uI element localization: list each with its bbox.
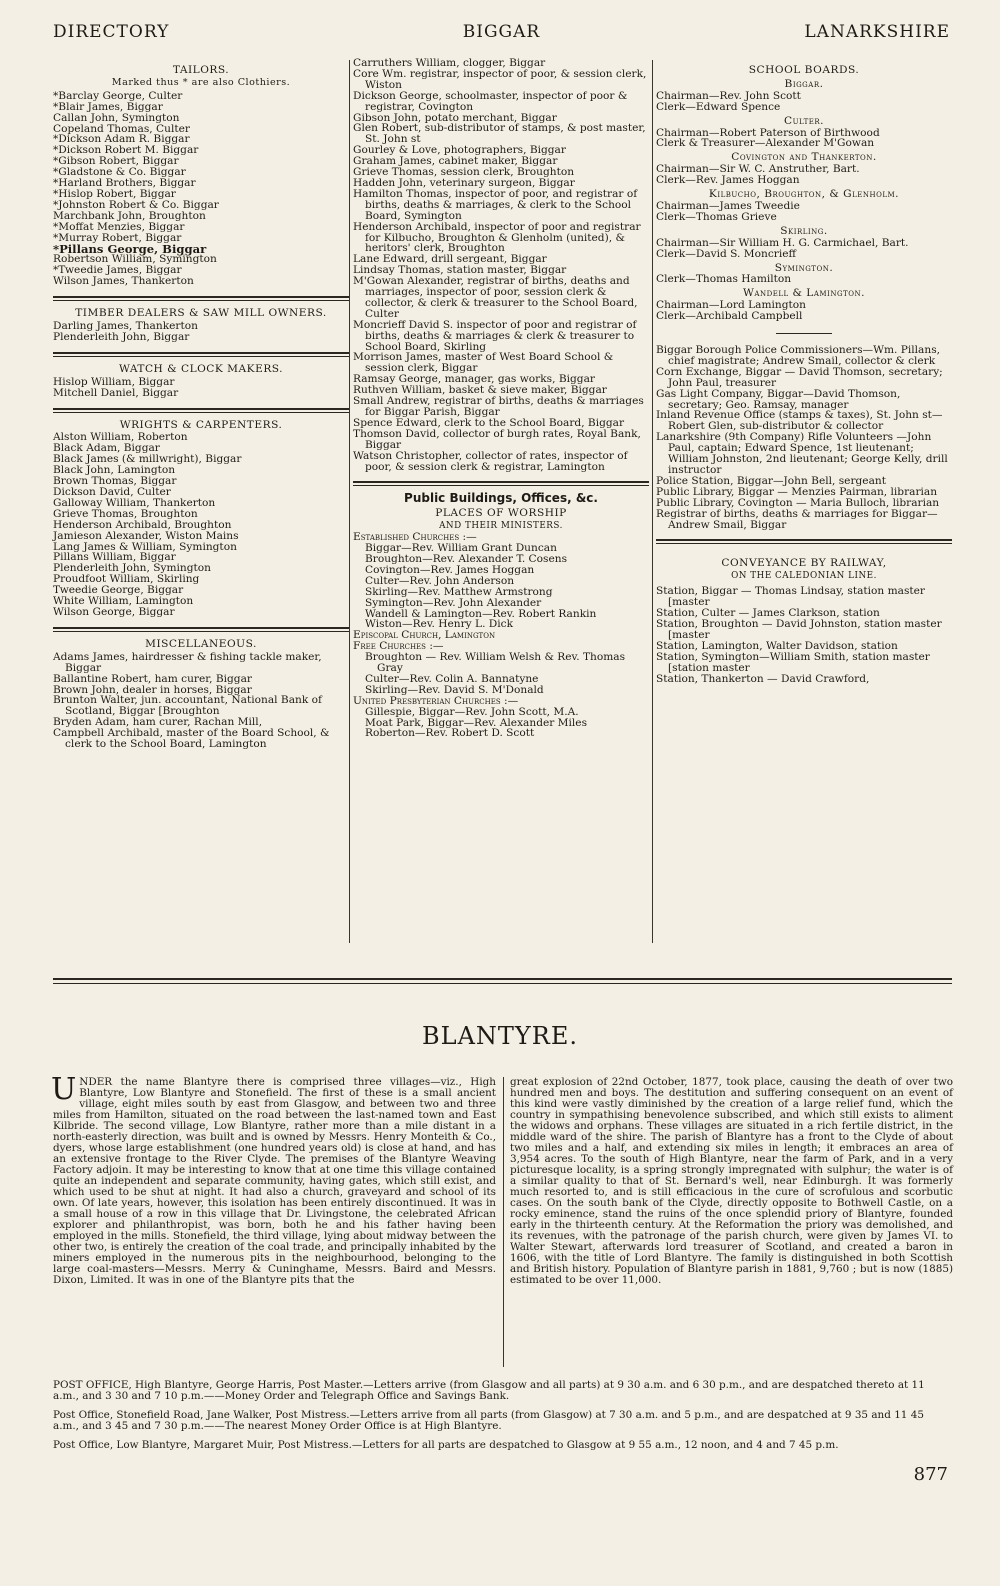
public-buildings-heading: Public Buildings, Offices, &c. bbox=[404, 491, 598, 506]
section-heading-tailors: TAILORS. bbox=[172, 64, 230, 76]
section-rule bbox=[53, 408, 349, 413]
board-officer: Chairman—James Tweedie bbox=[656, 199, 800, 212]
board-officer: Clerk—Thomas Grieve bbox=[656, 210, 777, 223]
directory-entry: Gas Light Company, Biggar—David Thomson, secretary; Geo. Ramsay, manager bbox=[656, 387, 901, 411]
directory-entry: Ruthven William, basket & sieve maker, Biggar bbox=[353, 384, 607, 397]
section-heading-wrights: WRIGHTS & CARPENTERS. bbox=[119, 418, 283, 431]
directory-entry: Hadden John, veterinary surgeon, Biggar bbox=[353, 176, 575, 189]
directory-entry: Station, Broughton — David Johnston, station master [master bbox=[656, 617, 942, 641]
board-officer: Chairman—Lord Lamington bbox=[656, 299, 806, 312]
directory-entry: Ballantine Robert, ham curer, Biggar bbox=[53, 672, 252, 685]
directory-entry: Station, Symington—William Smith, station master [station master bbox=[656, 650, 930, 674]
church-entry: Culter—Rev. John Anderson bbox=[365, 574, 515, 587]
directory-entry: Brown John, dealer in horses, Biggar bbox=[53, 683, 252, 696]
directory-entry: Station, Lamington, Walter Davidson, station bbox=[656, 639, 898, 652]
directory-entry: *Harland Brothers, Biggar bbox=[53, 177, 196, 190]
board-place: Symington. bbox=[774, 261, 834, 274]
section-rule bbox=[53, 352, 349, 357]
directory-entry: Station, Thankerton — David Crawford, bbox=[656, 672, 870, 685]
blantyre-paragraph-1 bbox=[51, 1072, 496, 1286]
blantyre-title: BLANTYRE. bbox=[422, 1022, 578, 1050]
directory-entry: Plenderleith John, Symington bbox=[53, 562, 211, 575]
directory-entry: Spence Edward, clerk to the School Board, Biggar bbox=[353, 416, 625, 429]
section-heading-timber: TIMBER DEALERS & SAW MILL OWNERS. bbox=[75, 307, 327, 320]
directory-entry: Proudfoot William, Skirling bbox=[53, 573, 200, 586]
wrights-list bbox=[53, 432, 349, 617]
post-office-high-blantyre: POST OFFICE, High Blantyre, George Harris, Post Master.—Letters arrive (from Glasgow and all parts) at 9 30 a.m. and 6 30 p.m., and are despatched thereto at 11 a.m., and 3 30 and 7 10 p.m.——Money Order and Telegraph Office and Savings Bank. bbox=[53, 1379, 925, 1402]
directory-entry: Graham James, cabinet maker, Biggar bbox=[353, 155, 558, 168]
directory-entry: Lindsay Thomas, station master, Biggar bbox=[353, 264, 567, 277]
denomination-heading: Episcopal Church, Lamington bbox=[353, 629, 496, 642]
directory-entry: Jamieson Alexander, Wiston Mains bbox=[53, 529, 239, 542]
header-center: BIGGAR bbox=[462, 22, 541, 42]
directory-entry: Copeland Thomas, Culter bbox=[53, 122, 190, 135]
directory-entry: Public Library, Biggar — Menzies Pairman, librarian bbox=[656, 485, 938, 498]
board-officer: Chairman—Sir W. C. Anstruther, Bart. bbox=[656, 163, 860, 176]
church-entry: Gillespie, Biggar—Rev. John Scott, M.A. bbox=[365, 705, 579, 718]
directory-entry: Grieve Thomas, session clerk, Broughton bbox=[353, 166, 575, 179]
church-entry: Culter—Rev. Colin A. Bannatyne bbox=[365, 672, 539, 685]
timber-list bbox=[53, 321, 349, 343]
section-rule bbox=[53, 296, 349, 301]
column-divider bbox=[349, 60, 350, 943]
directory-entry: *Gibson Robert, Biggar bbox=[53, 155, 179, 168]
board-officer: Clerk—Archibald Campbell bbox=[656, 310, 803, 323]
section-heading-watch: WATCH & CLOCK MAKERS. bbox=[118, 362, 284, 375]
directory-entry: Police Station, Biggar—John Bell, sergeant bbox=[656, 474, 886, 487]
short-rule bbox=[776, 333, 832, 334]
directory-entry: Robertson William, Symington bbox=[53, 253, 217, 266]
header-right: LANARKSHIRE bbox=[804, 22, 950, 42]
section-heading-misc: MISCELLANEOUS. bbox=[145, 637, 257, 650]
directory-entry: Marchbank John, Broughton bbox=[53, 209, 206, 222]
church-entry: Symington—Rev. John Alexander bbox=[365, 596, 542, 609]
board-officer: Clerk—David S. Moncrieff bbox=[656, 247, 797, 260]
directory-entry: Mitchell Daniel, Biggar bbox=[53, 386, 179, 399]
directory-entry: Station, Culter — James Clarkson, station bbox=[656, 607, 880, 620]
directory-entry: *Barclay George, Culter bbox=[53, 89, 183, 102]
directory-entry: Callan John, Symington bbox=[53, 111, 180, 124]
offices-list bbox=[656, 345, 952, 530]
directory-entry: Gourley & Love, photographers, Biggar bbox=[353, 144, 566, 157]
directory-entry: Lang James & William, Symington bbox=[53, 540, 237, 553]
section-rule bbox=[656, 539, 952, 544]
directory-entry: Lane Edward, drill sergeant, Biggar bbox=[353, 253, 547, 266]
board-place: Culter. bbox=[784, 114, 824, 127]
board-place: Skirling. bbox=[780, 224, 828, 237]
worship-subheading: AND THEIR MINISTERS. bbox=[439, 521, 563, 532]
church-entry: Roberton—Rev. Robert D. Scott bbox=[365, 727, 535, 740]
directory-entry: Station, Biggar — Thomas Lindsay, station master [master bbox=[656, 585, 925, 609]
board-officer: Clerk—Edward Spence bbox=[656, 100, 781, 113]
directory-entry: Morrison James, master of West Board School & session clerk, Biggar bbox=[353, 351, 614, 375]
church-entry: Wandell & Lamington—Rev. Robert Rankin bbox=[365, 607, 597, 620]
directory-entry: Glen Robert, sub-distributor of stamps, & post master, St. John st bbox=[353, 122, 646, 146]
page-rule bbox=[53, 983, 952, 984]
board-officer: Clerk—Rev. James Hoggan bbox=[656, 174, 800, 187]
directory-entry: M'Gowan Alexander, registrar of births, deaths and marriages, inspector of poor, session clerk & collector, & clerk & treasurer to the School Board, Culter bbox=[353, 275, 638, 320]
railway-subheading: ON THE CALEDONIAN LINE. bbox=[731, 571, 877, 582]
directory-entry: *Blair James, Biggar bbox=[53, 100, 163, 113]
directory-entry: *Dickson Robert M. Biggar bbox=[53, 144, 199, 157]
directory-entry: *Hislop Robert, Biggar bbox=[53, 187, 176, 200]
worship-heading: PLACES OF WORSHIP bbox=[435, 507, 567, 520]
directory-entry: *Pillans George, Biggar bbox=[53, 241, 207, 256]
church-entry: Moat Park, Biggar—Rev. Alexander Miles bbox=[365, 716, 588, 729]
directory-entry: Tweedie George, Biggar bbox=[53, 584, 184, 597]
board-officer: Clerk & Treasurer—Alexander M'Gowan bbox=[656, 137, 875, 150]
directory-entry: Adams James, hairdresser & fishing tackle maker, Biggar bbox=[53, 650, 322, 674]
directory-entry: Grieve Thomas, Broughton bbox=[53, 507, 198, 520]
worship-list bbox=[353, 532, 649, 739]
railway-heading: CONVEYANCE BY RAILWAY, bbox=[721, 557, 887, 570]
directory-entry: Brown Thomas, Biggar bbox=[53, 475, 177, 488]
directory-entry: Galloway William, Thankerton bbox=[53, 496, 216, 509]
directory-entry: Black James (& millwright), Biggar bbox=[53, 453, 242, 466]
directory-entry: *Johnston Robert & Co. Biggar bbox=[53, 198, 219, 211]
directory-entry: Dickson David, Culter bbox=[53, 486, 171, 498]
board-officer: Chairman—Rev. John Scott bbox=[656, 89, 801, 102]
directory-entry: *Moffat Menzies, Biggar bbox=[53, 220, 185, 233]
directory-entry: *Dickson Adam R. Biggar bbox=[53, 133, 190, 146]
board-officer: Clerk—Thomas Hamilton bbox=[656, 273, 792, 286]
drop-cap: U bbox=[51, 1072, 77, 1107]
board-officer: Chairman—Robert Paterson of Birthwood bbox=[656, 126, 880, 139]
church-entry: Covington—Rev. James Hoggan bbox=[365, 563, 535, 576]
directory-entry: Core Wm. registrar, inspector of poor, & session clerk, Wiston bbox=[353, 67, 647, 91]
section-rule bbox=[53, 627, 349, 632]
church-entry: Skirling—Rev. David S. M'Donald bbox=[365, 683, 544, 696]
directory-entry: Pillans William, Biggar bbox=[53, 551, 176, 564]
tailors-list bbox=[53, 91, 349, 287]
directory-entry: Thomson David, collector of burgh rates, Royal Bank, Biggar bbox=[353, 427, 641, 451]
directory-entry: Black John, Lamington bbox=[53, 464, 176, 477]
watch-list bbox=[53, 377, 349, 399]
church-entry: Skirling—Rev. Matthew Armstrong bbox=[365, 585, 553, 598]
directory-entry: *Gladstone & Co. Biggar bbox=[53, 166, 186, 179]
directory-entry: Wilson James, Thankerton bbox=[53, 275, 194, 288]
directory-entry: White William, Lamington bbox=[53, 595, 194, 608]
denomination-heading: Established Churches :— bbox=[353, 531, 477, 544]
column-divider bbox=[652, 60, 653, 943]
page-number: 877 bbox=[913, 1464, 948, 1485]
directory-entry: Alston William, Roberton bbox=[53, 431, 188, 444]
directory-entry: Bryden Adam, ham curer, Rachan Mill, bbox=[53, 716, 263, 729]
directory-entry: Lanarkshire (9th Company) Rifle Volunteers —John Paul, captain; Edward Spence, 1st lieutenant; William Johnston, 2nd lieutenant; George Kelly, drill instructor bbox=[656, 431, 948, 476]
post-office-stonefield: Post Office, Stonefield Road, Jane Walker, Post Mistress.—Letters arrive from all parts (from Glasgow) at 7 30 a.m. and 5 p.m., and are despatched at 9 35 and 11 45 a.m., and 3 45 and 7 30 p.m.——The nearest Money Order Office is at High Blantyre. bbox=[53, 1409, 924, 1432]
directory-entry: Dickson George, schoolmaster, inspector of poor & registrar, Covington bbox=[353, 89, 628, 113]
page-rule bbox=[53, 978, 952, 980]
directory-entry: Small Andrew, registrar of births, deaths & marriages for Biggar Parish, Biggar bbox=[353, 395, 644, 418]
directory-entry: Registrar of births, deaths & marriages for Biggar—Andrew Smail, Biggar bbox=[656, 507, 938, 531]
directory-entry: Brunton Walter, jun. accountant, National Bank of Scotland, Biggar [Broughton bbox=[53, 694, 322, 718]
column-divider bbox=[503, 1077, 504, 1367]
misc-continued-list bbox=[353, 58, 649, 472]
directory-entry: Darling James, Thankerton bbox=[53, 320, 198, 333]
directory-entry: Carruthers William, clogger, Biggar bbox=[353, 57, 546, 69]
directory-entry: Public Library, Covington — Maria Bulloch, librarian bbox=[656, 496, 940, 509]
directory-entry: Campbell Archibald, master of the Board School, & clerk to the School Board, Lamington bbox=[53, 727, 330, 751]
tailors-note: Marked thus * are also Clothiers. bbox=[111, 76, 291, 88]
directory-entry: Moncrieff David S. inspector of poor and registrar of births, deaths & marriages & clerk & treasurer to School Board, Skirling bbox=[353, 318, 637, 353]
column-boards-offices bbox=[656, 63, 952, 684]
paragraph-text: NDER the name Blantyre there is comprised three villages—viz., High Blantyre, Low Blantyre and Stonefield. The first of these is a small ancient village, eight miles south by east from Glasgow, and between two and three miles from Hamilton, situated on the road between the last-named town and East Kilbride. The second village, Low Blantyre, rather more than a mile distant in a north-easterly direction, was built and is owned by Messrs. Henry Monteith & Co., dyers, whose large establishment (one hundred years old) is close at hand, and has an extensive frontage to the River Clyde. The premises of the Blantyre Weaving Factory adjoin. It may be interesting to know that at one time this village contained quite an independent and separate community, having gates, which still exist, and which used to be shut at night. It had also a church, graveyard and school of its own. Of late years, however, this isolation has been entirely discontinued. It was in a small house of a row in this village that Dr. Livingstone, the celebrated African explorer and philanthropist, was born, both he and his father having been employed in the mills. Stonefield, the third village, lying about midway between the other two, is entirely the creation of the coal trade, and principally inhabited by the miners employed in the numerous pits in the neighbourhood, belonging to the large coal-masters—Messrs. Merry & Cuninghame, Messrs. Baird and Messrs. Dixon, Limited. It was in one of the Blantyre pits that the bbox=[53, 1076, 496, 1286]
column-trades bbox=[53, 63, 349, 750]
school-boards-list bbox=[656, 79, 952, 322]
church-entry: Broughton—Rev. Alexander T. Cosens bbox=[365, 552, 568, 565]
section-rule bbox=[353, 481, 649, 486]
directory-entry: Henderson Archibald, Broughton bbox=[53, 518, 232, 531]
church-entry: Wiston—Rev. Henry L. Dick bbox=[365, 618, 514, 631]
running-header bbox=[53, 22, 950, 52]
directory-entry: Black Adam, Biggar bbox=[53, 442, 160, 455]
stations-list bbox=[656, 586, 952, 684]
directory-entry: Gibson John, potato merchant, Biggar bbox=[353, 111, 557, 124]
church-entry: Broughton — Rev. William Welsh & Rev. Thomas Gray bbox=[365, 651, 626, 675]
column-misc-public bbox=[353, 58, 649, 739]
directory-entry: *Tweedie James, Biggar bbox=[53, 264, 182, 277]
directory-entry: Hislop William, Biggar bbox=[53, 375, 175, 388]
directory-entry: Biggar Borough Police Commissioners—Wm. Pillans, chief magistrate; Andrew Smail, collector & clerk bbox=[656, 344, 940, 367]
denomination-heading: Free Churches :— bbox=[353, 640, 444, 653]
board-place: Wandell & Lamington. bbox=[743, 287, 865, 300]
misc-list bbox=[53, 652, 349, 750]
blantyre-paragraph-2: great explosion of 22nd October, 1877, took place, causing the death of over two hundred men and boys. The destitution and suffering consequent on an event of this kind were vastly diminished by the creation of a large relief fund, which the country in sympathising benevolence subscribed, and which still exists to aliment the widows and orphans. These villages are situated in a rich fertile district, in the middle ward of the shire. The parish of Blantyre has a front to the Clyde of about two miles and a half, and extending six miles in length; it embraces an area of 3,954 acres. To the south of High Blantyre, near the farm of Park, and in a very picturesque locality, is a spring strongly impregnated with sulphur; the water is of a similar quality to that of St. Bernard's well, near Edinburgh. It was formerly much resorted to, and is still efficacious in the cure of scrofulous and scorbutic cases. On the south bank of the Clyde, directly opposite to Bothwell Castle, on a rocky eminence, stand the ruins of the once splendid priory of Blantyre, founded early in the thirteenth century. At the Reformation the priory was demolished, and its revenues, with the patronage of the parish church, were given by James VI. to Walter Stewart, afterwards lord treasurer of Scotland, and created a baron in 1606, with the title of Lord Blantyre. The family is distinguished in both Scottish and British history. Population of Blantyre parish in 1881, 9,760 ; but is now (1885) estimated to be over 11,000. bbox=[510, 1076, 953, 1286]
directory-entry: Henderson Archibald, inspector of poor and registrar for Kilbucho, Broughton & Glenholm (united), & heritors' clerk, Broughton bbox=[353, 220, 641, 255]
header-left: DIRECTORY bbox=[53, 22, 170, 42]
directory-entry: Inland Revenue Office (stamps & taxes), St. John st—Robert Glen, sub-distributor & collector bbox=[656, 409, 943, 433]
directory-entry: Hamilton Thomas, inspector of poor, and registrar of births, deaths & marriages, & clerk to the School Board, Symington bbox=[353, 187, 638, 222]
directory-entry: *Murray Robert, Biggar bbox=[53, 231, 182, 244]
directory-entry: Plenderleith John, Biggar bbox=[53, 330, 190, 343]
board-place: Covington and Thankerton. bbox=[731, 151, 877, 164]
church-entry: Biggar—Rev. William Grant Duncan bbox=[365, 542, 557, 555]
denomination-heading: United Presbyterian Churches :— bbox=[353, 694, 519, 707]
directory-entry: Wilson George, Biggar bbox=[53, 605, 175, 618]
directory-entry: Watson Christopher, collector of rates, inspector of poor, & session clerk & registrar, Lamington bbox=[353, 449, 628, 473]
board-officer: Chairman—Sir William H. G. Carmichael, Bart. bbox=[656, 236, 909, 249]
post-office-low-blantyre: Post Office, Low Blantyre, Margaret Muir, Post Mistress.—Letters for all parts are despatched to Glasgow at 9 55 a.m., 12 noon, and 4 and 7 45 p.m. bbox=[53, 1439, 839, 1451]
directory-entry: Corn Exchange, Biggar — David Thomson, secretary; John Paul, treasurer bbox=[656, 365, 943, 389]
school-boards-heading: SCHOOL BOARDS. bbox=[748, 64, 860, 76]
board-place: Biggar. bbox=[784, 77, 824, 90]
directory-entry: Ramsay George, manager, gas works, Biggar bbox=[353, 373, 595, 386]
board-place: Kilbucho, Broughton, & Glenholm. bbox=[708, 188, 900, 201]
